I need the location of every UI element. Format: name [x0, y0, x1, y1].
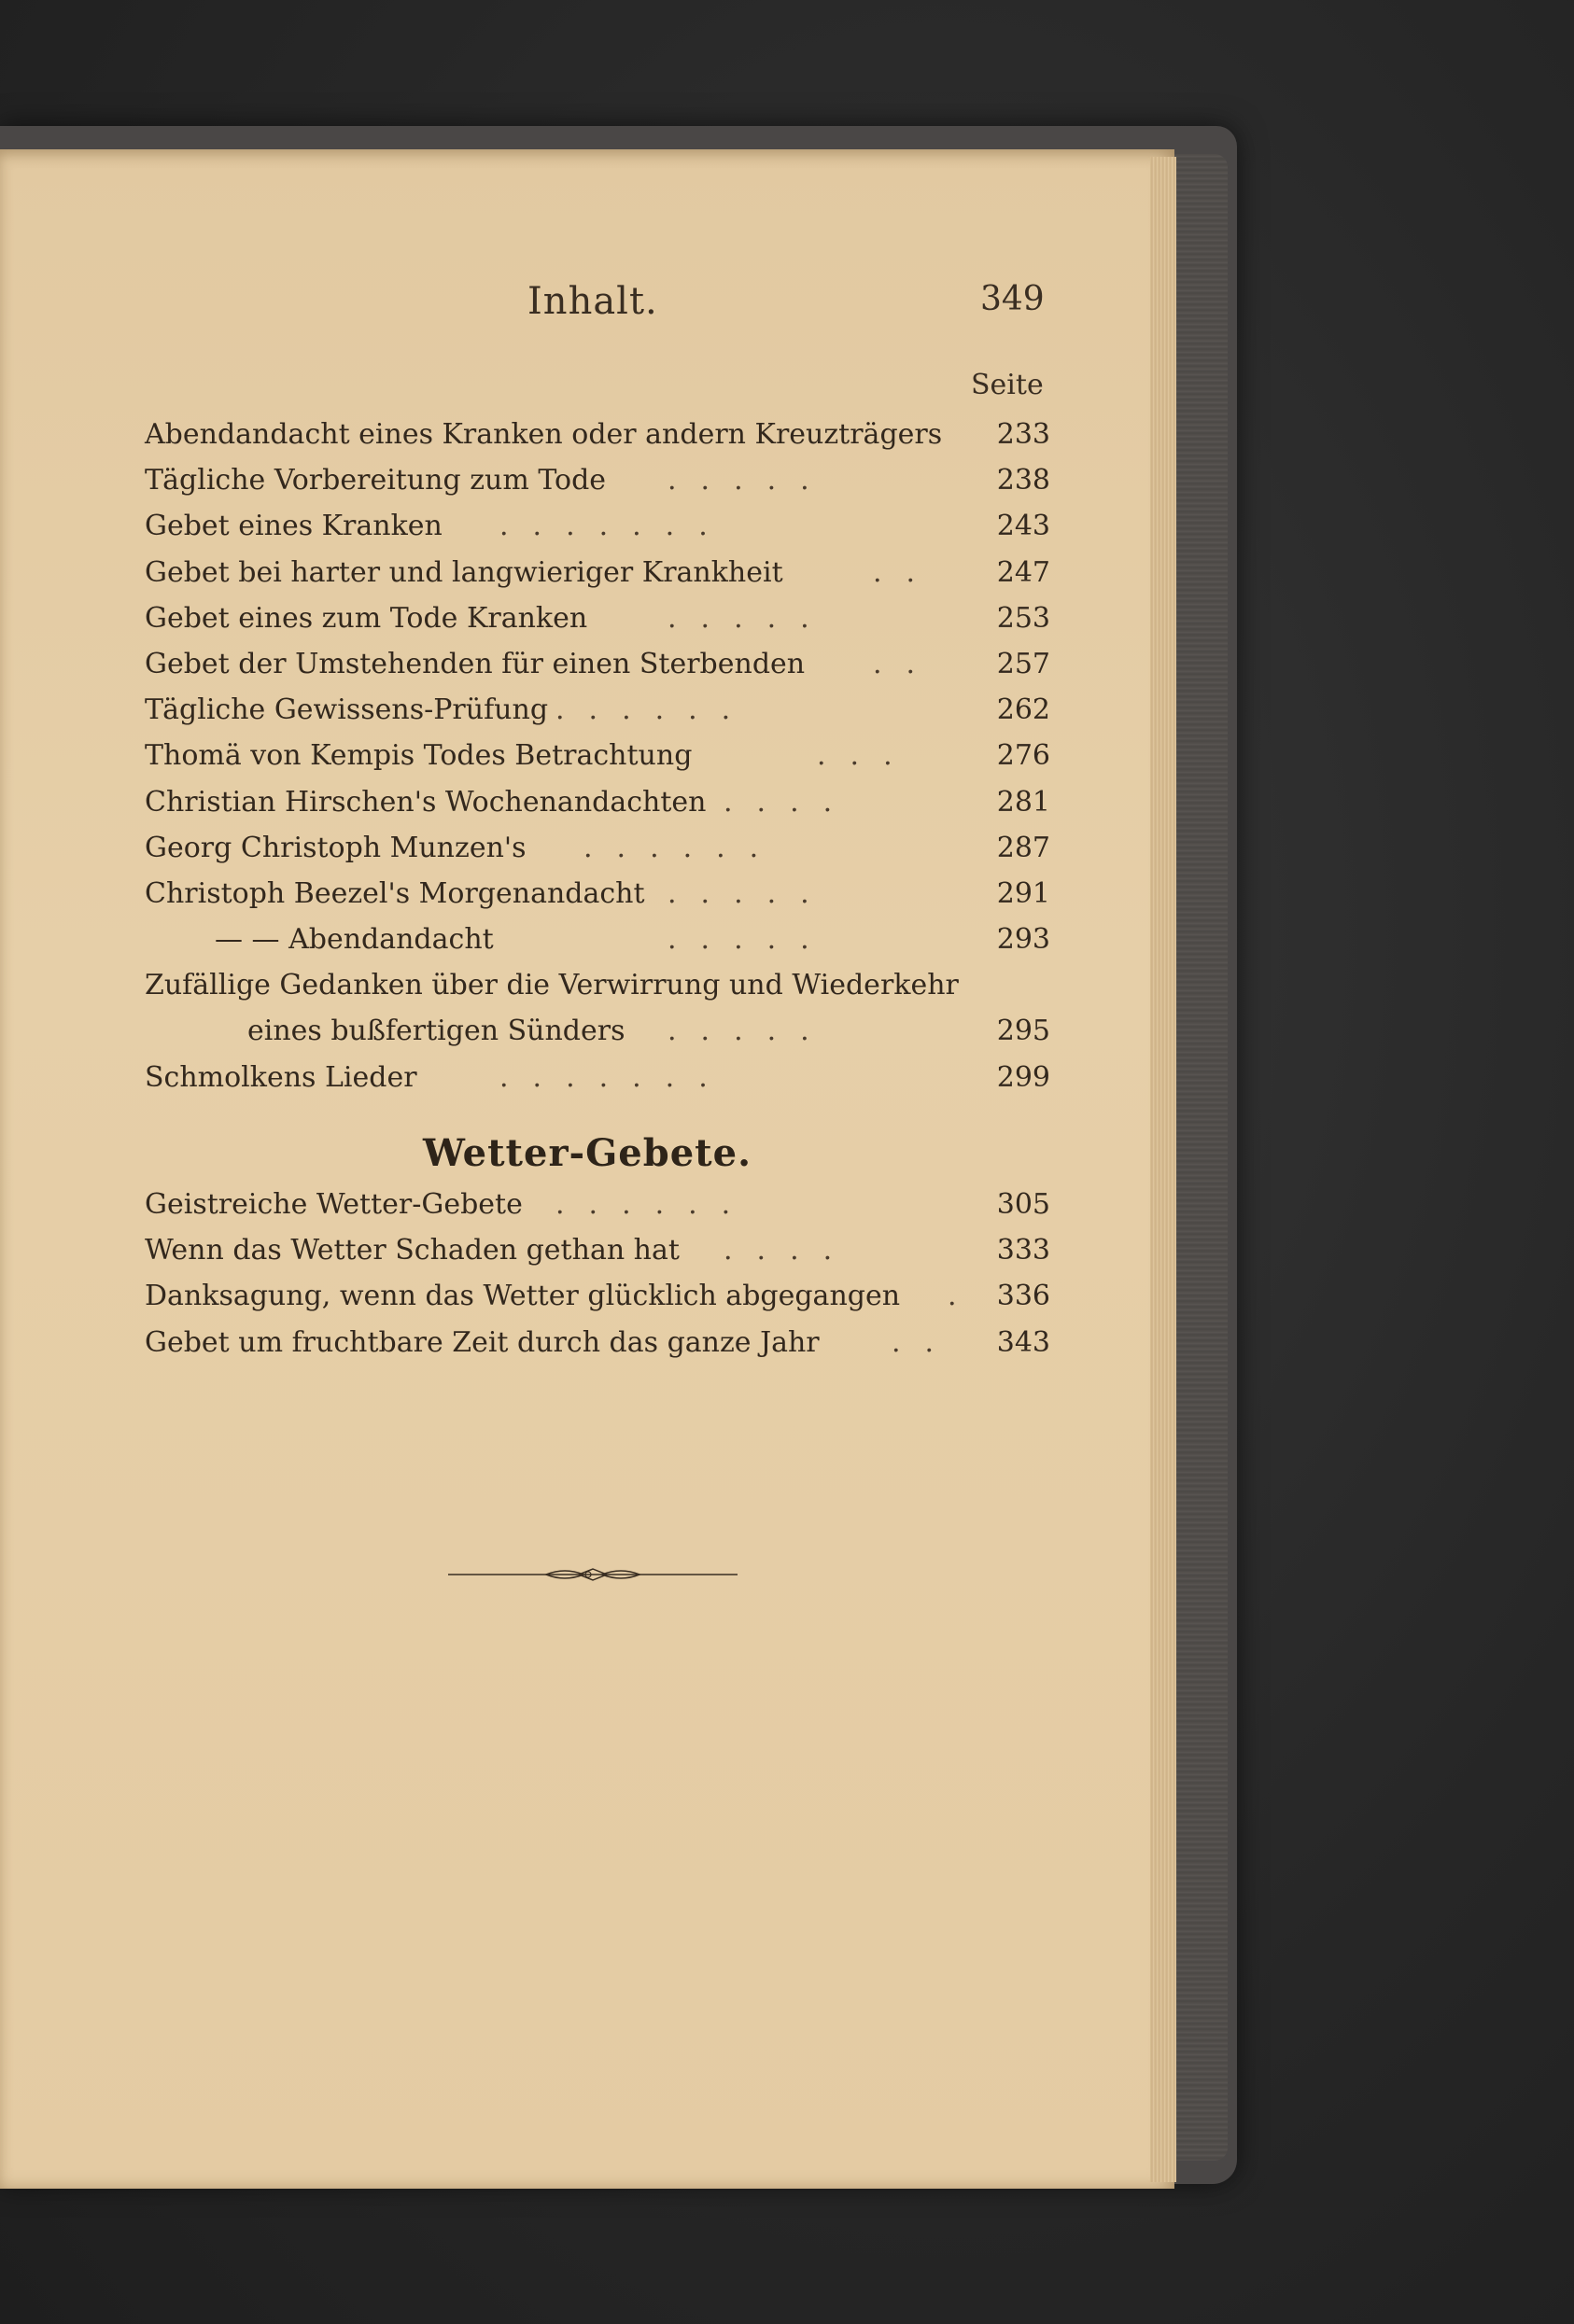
toc-entry-title: Georg Christoph Munzen's	[145, 831, 527, 864]
toc-entry-title: Zufällige Gedanken über die Verwirrung und Wiederkehr	[145, 969, 959, 1002]
leader-dots: .....	[668, 876, 834, 910]
leader-dots: .....	[668, 464, 834, 497]
leader-dots: ......	[555, 693, 755, 727]
toc-entry-page: 287	[996, 831, 1050, 864]
leader-dots: ..	[873, 555, 940, 589]
toc-entry-page: 305	[996, 1188, 1050, 1221]
toc-entry	[145, 870, 1050, 916]
toc-entry-title: Christoph Beezel's Morgenandacht	[145, 876, 645, 910]
leader-dots: .....	[668, 601, 834, 635]
toc-entry	[145, 549, 1050, 595]
toc-entry-title: Gebet eines zum Tode Kranken	[145, 601, 588, 635]
table-of-contents	[145, 411, 1050, 1099]
leader-dots: .......	[499, 1060, 732, 1094]
leader-dots: .....	[668, 923, 834, 957]
leader-dots: .......	[499, 510, 732, 543]
toc-entry	[145, 732, 1050, 777]
page-column-label: Seite	[971, 369, 1044, 401]
toc-entry	[145, 1007, 1050, 1053]
toc-entry	[145, 778, 1050, 824]
toc-entry-title: Gebet der Umstehenden für einen Sterbenden	[145, 647, 806, 680]
toc-entry	[145, 824, 1050, 870]
toc-entry-title: Gebet bei harter und langwieriger Krankheit	[145, 555, 783, 589]
toc-entry-title: Gebet eines Kranken	[145, 510, 443, 543]
toc-entry-page: 257	[996, 647, 1050, 680]
book-cover-edge	[1172, 154, 1228, 2161]
toc-entry-page: 333	[996, 1234, 1050, 1267]
toc-entry-page: 293	[996, 923, 1050, 957]
running-head-title: Inhalt.	[527, 280, 658, 323]
leader-dots: ....	[724, 785, 857, 819]
section-heading: Wetter-Gebete.	[422, 1131, 752, 1175]
toc-entry-page: 243	[996, 510, 1050, 543]
section-table-of-contents	[145, 1181, 1050, 1365]
toc-entry	[145, 456, 1050, 502]
toc-entry-title: Gebet um fruchtbare Zeit durch das ganze Jahr	[145, 1325, 820, 1359]
toc-entry	[145, 916, 1050, 961]
toc-entry-page: 343	[996, 1325, 1050, 1359]
toc-entry-title: Schmolkens Lieder	[145, 1060, 417, 1094]
leader-dots: ......	[555, 1188, 755, 1221]
toc-entry-page: 336	[996, 1280, 1050, 1313]
toc-entry-page: 276	[996, 739, 1050, 773]
toc-entry-page: 247	[996, 555, 1050, 589]
toc-entry-page: 281	[996, 785, 1050, 819]
toc-entry	[145, 1181, 1050, 1226]
leader-dots: ..	[892, 1325, 959, 1359]
leader-dots: ....	[724, 1234, 857, 1267]
end-ornament	[448, 1561, 738, 1589]
toc-entry-title: Wenn das Wetter Schaden gethan hat	[145, 1234, 680, 1267]
leader-dots: .....	[668, 1015, 834, 1048]
toc-entry	[145, 1054, 1050, 1099]
leader-dots: ......	[583, 831, 783, 864]
toc-entry-title: eines bußfertigen Sünders	[247, 1015, 625, 1048]
leader-dots: .	[948, 1280, 981, 1313]
toc-entry-title: Tägliche Gewissens-Prüfung	[145, 693, 549, 727]
toc-entry	[145, 1319, 1050, 1365]
toc-entry-page: 233	[996, 418, 1050, 451]
toc-entry	[145, 1226, 1050, 1272]
toc-entry	[145, 961, 1050, 1007]
toc-entry-title: — — Abendandacht	[215, 923, 494, 957]
leader-dots: ..	[873, 647, 940, 680]
toc-entry	[145, 411, 1050, 456]
toc-entry-page: 238	[996, 464, 1050, 497]
toc-entry-title: Danksagung, wenn das Wetter glücklich abgegangen	[145, 1280, 901, 1313]
toc-entry-title: Geistreiche Wetter-Gebete	[145, 1188, 523, 1221]
toc-entry-title: Thomä von Kempis Todes Betrachtung	[145, 739, 693, 773]
running-head-page-number: 349	[980, 280, 1045, 318]
toc-entry-title: Tägliche Vorbereitung zum Tode	[145, 464, 607, 497]
toc-entry-title: Christian Hirschen's Wochenandachten	[145, 785, 707, 819]
toc-entry	[145, 1272, 1050, 1318]
toc-entry-title: Abendandacht eines Kranken oder andern Kreuzträgers	[145, 418, 943, 451]
toc-entry-page: 291	[996, 876, 1050, 910]
toc-entry-page: 253	[996, 601, 1050, 635]
toc-entry-page: 295	[996, 1015, 1050, 1048]
toc-entry	[145, 640, 1050, 686]
toc-entry	[145, 595, 1050, 640]
toc-entry	[145, 686, 1050, 732]
leader-dots: ...	[817, 739, 917, 773]
toc-entry-page: 262	[996, 693, 1050, 727]
toc-entry-page: 299	[996, 1060, 1050, 1094]
toc-entry	[145, 502, 1050, 548]
